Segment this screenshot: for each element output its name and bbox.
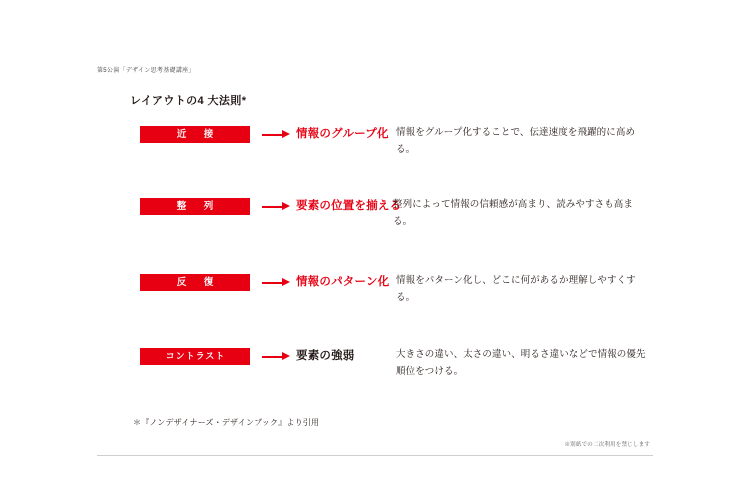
- principle-headline: 要素の位置を揃える: [296, 200, 402, 212]
- page-title: レイアウトの4 大法則*: [130, 95, 247, 107]
- header-note: 第5公演「デザイン思考基礎講座」: [97, 68, 195, 74]
- principle-headline: 情報のグループ化: [296, 128, 389, 140]
- principle-description: 大きさの違い、太さの違い、明るさ違いなどで情報の優先順位をつける。: [396, 349, 646, 377]
- arrow-right-icon: [262, 130, 290, 139]
- arrow-right-icon: [262, 278, 290, 287]
- principle-tag: 反 復: [140, 274, 250, 291]
- arrow-right-icon: [262, 202, 290, 211]
- footnote: ＊『ノンデザイナーズ・デザインブック』より引用: [133, 418, 320, 427]
- principle-tag: 近 接: [140, 126, 250, 143]
- principle-description: 情報をパターン化し、どこに何があるか理解しやすくする。: [396, 275, 636, 303]
- principle-headline: 情報のパターン化: [296, 276, 390, 288]
- arrow-right-icon: [262, 352, 290, 361]
- copyright-note: ※別紙での二次利用を禁じします: [564, 442, 650, 448]
- principle-tag: 整 列: [140, 198, 250, 215]
- principle-headline: 要素の強弱: [296, 350, 355, 362]
- principle-description: 情報をグループ化することで、伝達速度を飛躍的に高める。: [396, 127, 636, 155]
- principle-tag: コントラスト: [140, 348, 250, 365]
- principle-description: 整列によって情報の信頼感が高まり、読みやすさも高まる。: [393, 199, 634, 227]
- footer-divider: [97, 455, 653, 456]
